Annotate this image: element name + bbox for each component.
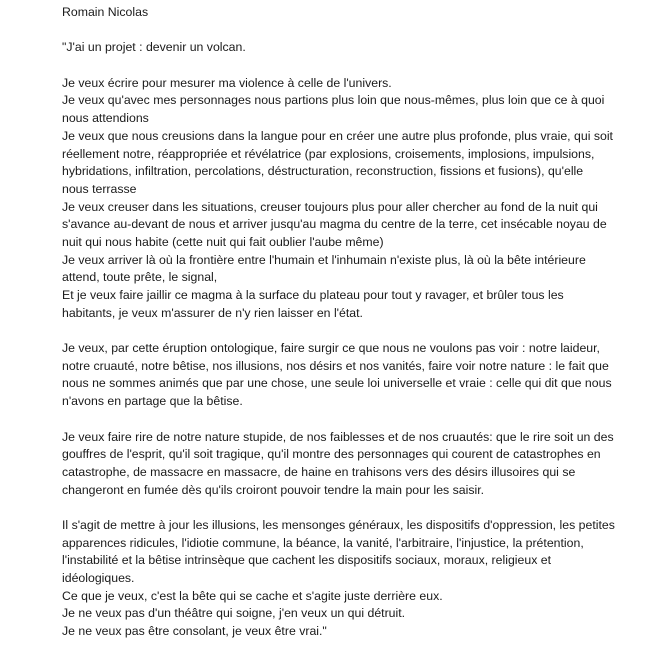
text-line: nous ne sommes animés que par une chose, une seule loi universelle et vraie : celle qui dit que nous [62, 376, 612, 391]
paragraph-4 [62, 517, 660, 641]
text-line: l'instabilité et la bêtise intrinsèque que cachent les dispositifs sociaux, moraux, religieux et [62, 553, 552, 568]
text-line: s'avance au-devant de nous et arriver jusqu'au magma du centre de la terre, cet insécable noyau de [62, 217, 607, 232]
text-line: attend, toute prête, le signal, [62, 270, 218, 285]
text-line: nous attendions [62, 111, 149, 126]
text-line: Et je veux faire jaillir ce magma à la surface du plateau pour tout y ravager, et brûler tous les [62, 288, 564, 302]
text-line: apparences ridicules, l'idiotie commune, la béance, la vanité, l'arbitraire, l'injustice, la prétention, [62, 535, 584, 550]
text-line: réellement notre, réappropriée et révélatrice (par explosions, croisements, implosions, impulsions, [62, 146, 595, 161]
opening-line: "J'ai un projet : devenir un volcan. [62, 40, 246, 55]
text-line: Je veux que nous creusions dans la langue pour en créer une autre plus profonde, plus vraie, qui soit [62, 128, 613, 143]
text-line: Je veux, par cette éruption ontologique, faire surgir ce que nous ne voulons pas voir : notre laideur, [62, 341, 600, 356]
spacer [62, 499, 660, 517]
text-line: Je veux arriver là où la frontière entre l'humain et l'inhumain n'existe plus, là où la bête intérieure [62, 252, 586, 267]
text-line: Je veux creuser dans les situations, creuser toujours plus pour aller chercher au fond de la nuit qui [62, 199, 598, 214]
spacer [62, 411, 660, 429]
spacer [62, 322, 660, 340]
document-body [62, 4, 660, 641]
paragraph-2 [62, 340, 660, 411]
text-line: Je veux faire rire de notre nature stupide, de nos faiblesses et de nos cruautés: que le rire soit un des [62, 429, 614, 444]
text-line: gouffres de l'esprit, qu'il soit tragique, qu'il montre des personnages qui courent de catastrophes en [62, 447, 601, 462]
text-line: nous terrasse [62, 181, 137, 196]
text-line: notre cruauté, notre bêtise, nos illusions, nos désirs et nos vanités, faire voir notre nature : le fait que [62, 358, 609, 373]
text-line: Je ne veux pas être consolant, je veux être vrai." [62, 624, 327, 639]
text-line: Je veux qu'avec mes personnages nous partions plus loin que nous-mêmes, plus loin que ce à quoi [62, 93, 605, 108]
text-line: changeront en fumée dès qu'ils croiront pouvoir tendre la main pour les saisir. [62, 482, 485, 497]
spacer [62, 57, 660, 75]
text-line: nuit qui nous habite (cette nuit qui fait oublier l'aube même) [62, 234, 384, 249]
text-line: Ce que je veux, c'est la bête qui se cache et s'agite juste derrière eux. [62, 588, 443, 603]
text-line: hybridations, infiltration, percolations, déstructuration, reconstruction, fissions et fusions), qu'elle [62, 164, 584, 179]
paragraph-3 [62, 429, 660, 500]
text-line: Je ne veux pas d'un théâtre qui soigne, j'en veux un qui détruit. [62, 606, 406, 621]
paragraph-1 [62, 75, 660, 323]
spacer [62, 22, 660, 40]
text-line: idéologiques. [62, 571, 135, 585]
author-name: Romain Nicolas [62, 5, 149, 19]
text-line: Il s'agit de mettre à jour les illusions, les mensonges généraux, les dispositifs d'oppression, les petites [62, 517, 615, 532]
text-line: habitants, je veux m'assurer de n'y rien laisser en l'état. [62, 305, 363, 320]
text-line: catastrophe, de massacre en massacre, de haine en trahisons vers des désirs illusoires qui se [62, 464, 576, 479]
text-line: n'avons en partage que la bêtise. [62, 394, 243, 409]
text-line: Je veux écrire pour mesurer ma violence à celle de l'univers. [62, 75, 392, 90]
